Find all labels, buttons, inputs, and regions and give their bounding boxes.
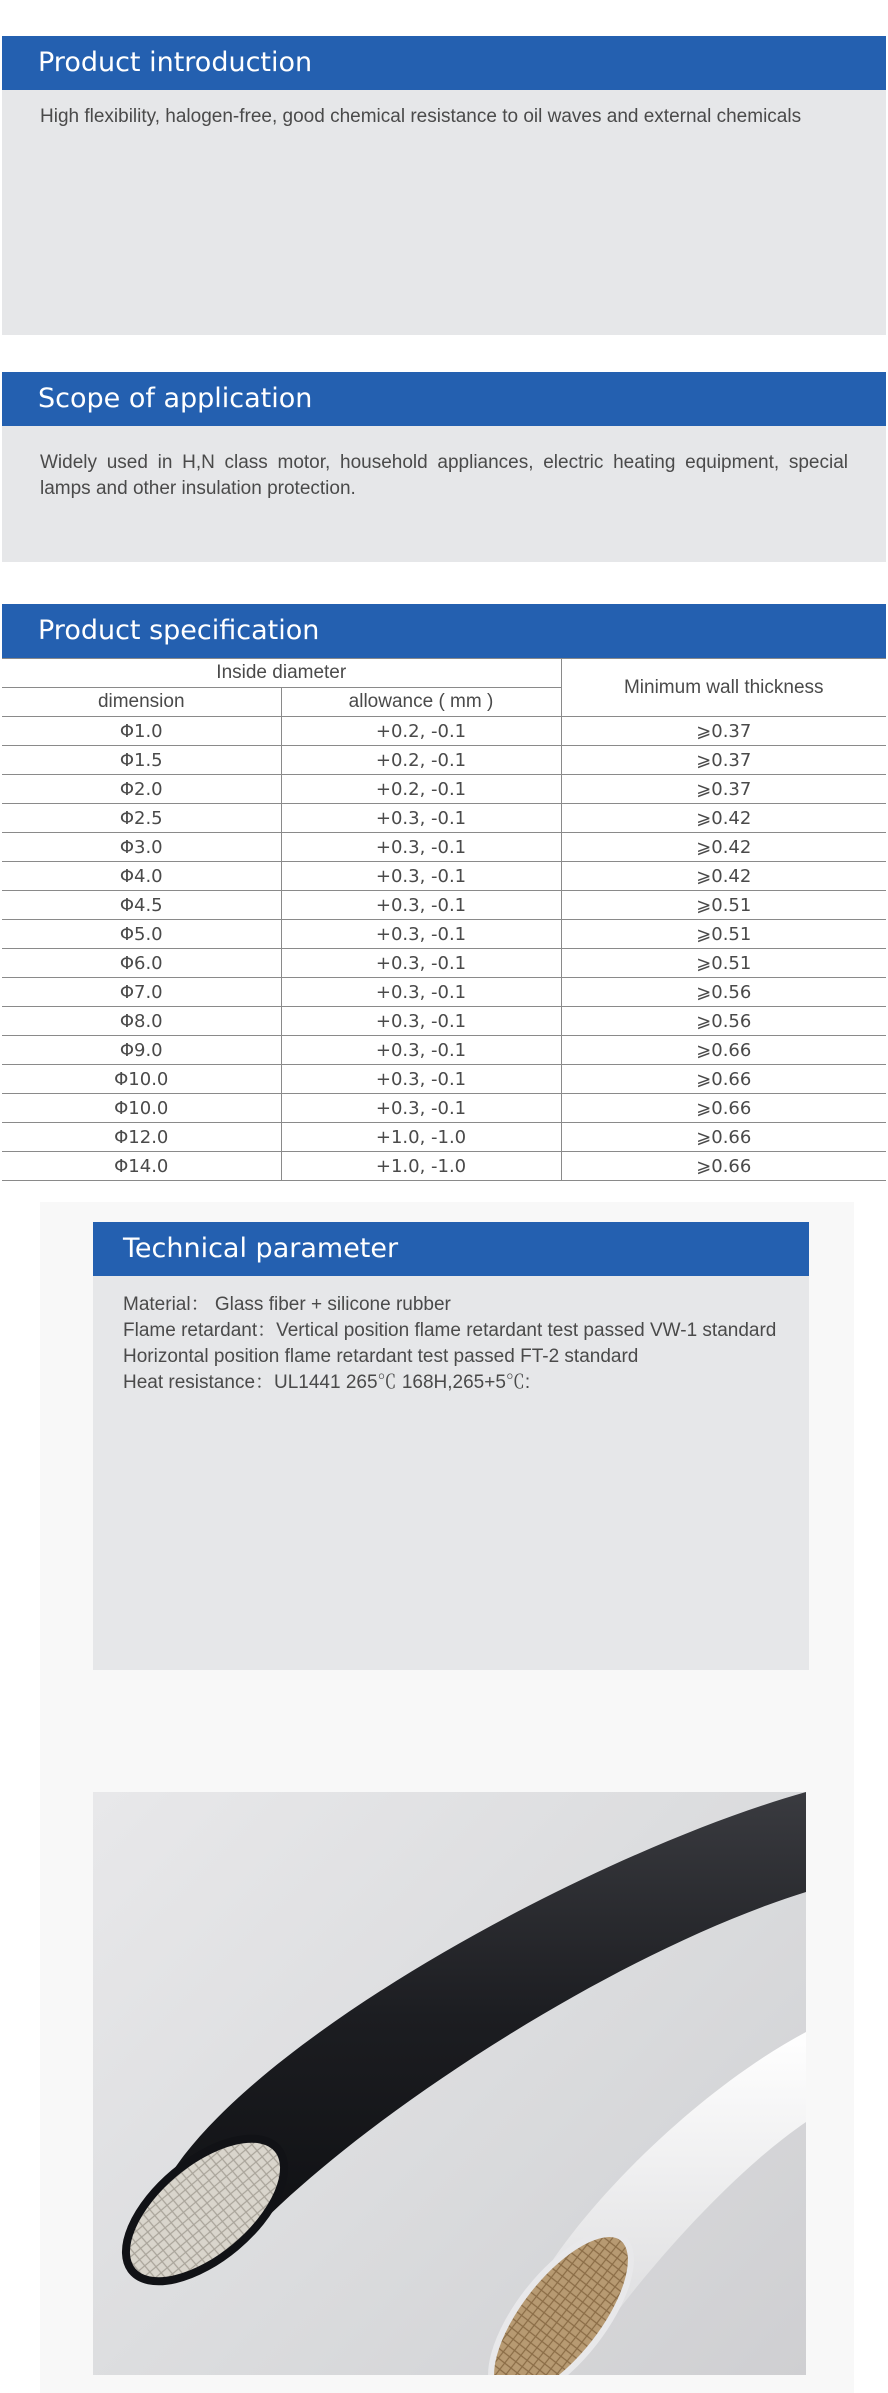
dimension-cell: Φ4.0 (2, 862, 281, 891)
dimension-cell: Φ8.0 (2, 1007, 281, 1036)
table-row (2, 1065, 886, 1094)
technical-parameter-title: Technical parameter (93, 1222, 809, 1276)
technical-parameter-section (93, 1222, 809, 1670)
allowance-cell: +0.3, -0.1 (281, 1036, 561, 1065)
wall-thickness-cell: ⩾0.51 (561, 891, 886, 920)
tech-line-material: Material： Glass fiber + silicone rubber (123, 1294, 451, 1315)
allowance-cell: +0.3, -0.1 (281, 804, 561, 833)
allowance-cell: +0.3, -0.1 (281, 978, 561, 1007)
wall-thickness-cell: ⩾0.42 (561, 804, 886, 833)
header-inside-diameter: Inside diameter (2, 659, 561, 688)
scope-section (2, 372, 886, 562)
wall-thickness-cell: ⩾0.37 (561, 775, 886, 804)
wall-thickness-cell: ⩾0.66 (561, 1094, 886, 1123)
product-specification-title: Product specification (2, 604, 886, 658)
product-introduction-body (2, 90, 886, 335)
allowance-cell: +0.3, -0.1 (281, 833, 561, 862)
sleeving-illustration (93, 1792, 806, 2375)
wall-thickness-cell: ⩾0.37 (561, 746, 886, 775)
dimension-cell: Φ2.5 (2, 804, 281, 833)
product-introduction-title: Product introduction (2, 36, 886, 90)
dimension-cell: Φ2.0 (2, 775, 281, 804)
wall-thickness-cell: ⩾0.56 (561, 1007, 886, 1036)
wall-thickness-cell: ⩾0.56 (561, 978, 886, 1007)
dimension-cell: Φ7.0 (2, 978, 281, 1007)
table-row (2, 775, 886, 804)
allowance-cell: +0.3, -0.1 (281, 1065, 561, 1094)
dimension-cell: Φ10.0 (2, 1065, 281, 1094)
header-minimum-wall-thickness: Minimum wall thickness (561, 659, 886, 717)
table-row (2, 949, 886, 978)
wall-thickness-cell: ⩾0.42 (561, 833, 886, 862)
table-row (2, 1036, 886, 1065)
dimension-cell: Φ1.5 (2, 746, 281, 775)
wall-thickness-cell: ⩾0.66 (561, 1123, 886, 1152)
technical-parameter-body (93, 1276, 809, 1670)
specification-table (2, 658, 886, 1181)
fiberglass-sleeving-photo (93, 1792, 806, 2375)
product-introduction-text: High flexibility, halogen-free, good chemical resistance to oil waves and external chemicals (40, 106, 802, 127)
allowance-cell: +0.3, -0.1 (281, 1094, 561, 1123)
table-row (2, 891, 886, 920)
wall-thickness-cell: ⩾0.66 (561, 1065, 886, 1094)
dimension-cell: Φ10.0 (2, 1094, 281, 1123)
dimension-cell: Φ14.0 (2, 1152, 281, 1181)
table-row (2, 717, 886, 746)
table-row (2, 1094, 886, 1123)
table-row (2, 746, 886, 775)
allowance-cell: +0.3, -0.1 (281, 891, 561, 920)
table-row (2, 920, 886, 949)
table-row (2, 862, 886, 891)
wall-thickness-cell: ⩾0.66 (561, 1152, 886, 1181)
dimension-cell: Φ6.0 (2, 949, 281, 978)
table-row (2, 804, 886, 833)
allowance-cell: +1.0, -1.0 (281, 1123, 561, 1152)
allowance-cell: +0.3, -0.1 (281, 920, 561, 949)
product-introduction-section (2, 36, 886, 335)
scope-text: Widely used in H,N class motor, household appliances, electric heating equipment, special lamps and other insulation protection. (40, 452, 848, 499)
technical-parameter-area (40, 1202, 854, 2393)
dimension-cell: Φ1.0 (2, 717, 281, 746)
allowance-cell: +0.2, -0.1 (281, 775, 561, 804)
table-row (2, 833, 886, 862)
wall-thickness-cell: ⩾0.37 (561, 717, 886, 746)
table-row (2, 1007, 886, 1036)
header-dimension: dimension (2, 688, 281, 717)
dimension-cell: Φ4.5 (2, 891, 281, 920)
scope-title: Scope of application (2, 372, 886, 426)
dimension-cell: Φ3.0 (2, 833, 281, 862)
allowance-cell: +0.2, -0.1 (281, 746, 561, 775)
product-specification-section (2, 604, 886, 1181)
tech-line-flame-vertical: Flame retardant：Vertical position flame retardant test passed VW-1 standard (123, 1320, 777, 1341)
table-row (2, 1152, 886, 1181)
header-allowance: allowance ( mm ) (281, 688, 561, 717)
dimension-cell: Φ5.0 (2, 920, 281, 949)
wall-thickness-cell: ⩾0.51 (561, 920, 886, 949)
allowance-cell: +0.2, -0.1 (281, 717, 561, 746)
wall-thickness-cell: ⩾0.51 (561, 949, 886, 978)
table-row (2, 1123, 886, 1152)
wall-thickness-cell: ⩾0.42 (561, 862, 886, 891)
allowance-cell: +0.3, -0.1 (281, 862, 561, 891)
allowance-cell: +0.3, -0.1 (281, 949, 561, 978)
table-row (2, 978, 886, 1007)
wall-thickness-cell: ⩾0.66 (561, 1036, 886, 1065)
tech-line-flame-horizontal: Horizontal position flame retardant test passed FT-2 standard (123, 1346, 639, 1367)
tech-line-heat-resistance: Heat resistance：UL1441 265℃ 168H,265+5℃: (123, 1372, 531, 1393)
dimension-cell: Φ12.0 (2, 1123, 281, 1152)
allowance-cell: +1.0, -1.0 (281, 1152, 561, 1181)
dimension-cell: Φ9.0 (2, 1036, 281, 1065)
scope-body (2, 426, 886, 562)
allowance-cell: +0.3, -0.1 (281, 1007, 561, 1036)
